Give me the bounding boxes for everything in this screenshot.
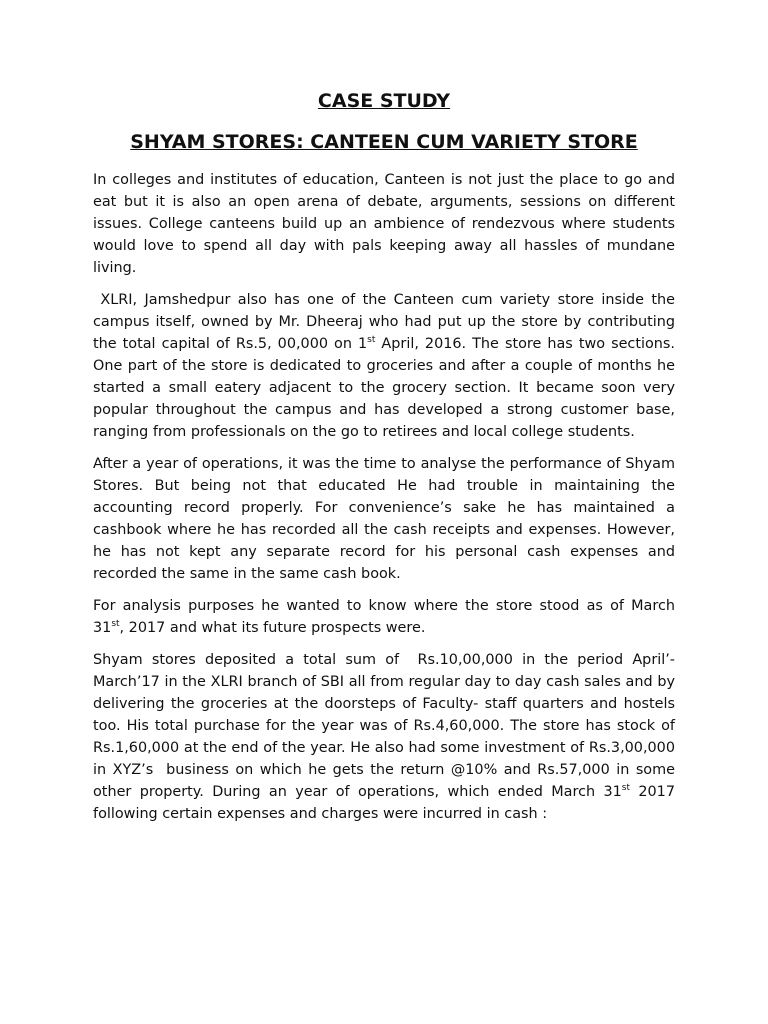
paragraph-text: April, 2016. The store has two sections. One part of the store is dedicated to groceries and after a couple of months he started a small eatery adjacent to the grocery section. It became soon very popular throughout the campus and has developed a strong customer base, ranging from professionals on the go to retirees and local college students.: [93, 336, 680, 440]
paragraph-text: Shyam stores deposited a total sum of Rs.10,00,000 in the period April’-March’17 in the XLRI branch of SBI all from regular day to day cash sales and by delivering the groceries at the doorsteps of Faculty- staff quarters and hostels too. His total purchase for the year was of Rs.4,60,000. The store has stock of Rs.1,60,000 at the end of the year. He also had some investment of Rs.3,00,000 in XYZ’s business on which he gets the return @10% and Rs.57,000 in some other property. During an year of operations, which ended March 31: [93, 652, 680, 800]
ordinal-suffix: st: [367, 335, 376, 346]
page-subtitle: SHYAM STORES: CANTEEN CUM VARIETY STORE: [130, 131, 638, 153]
paragraph-xlri-store: [93, 289, 680, 443]
paragraph-analysis: [93, 595, 680, 639]
paragraph-intro: In colleges and institutes of education, Canteen is not just the place to go and eat but it is also an open arena of debate, arguments, sessions on different issues. College canteens build up an ambience of rendezvous where students would love to spend all day with pals keeping away all hassles of mundane living.: [93, 172, 680, 276]
paragraph-text: , 2017 and what its future prospects were.: [119, 620, 426, 636]
paragraph-text: For analysis purposes he wanted to know where the store stood as of March 31: [93, 598, 680, 636]
page-title: CASE STUDY: [317, 90, 451, 112]
paragraph-text: XLRI, Jamshedpur also has one of the Canteen cum variety store inside the campus itself, owned by Mr. Dheeraj who had put up the store by contributing the total capital of Rs.5, 00,000 on 1: [93, 292, 680, 352]
ordinal-suffix: st: [621, 783, 630, 794]
paragraph-text: 2017 following certain expenses and charges were incurred in cash :: [93, 784, 680, 822]
ordinal-suffix: st: [111, 619, 120, 630]
paragraph-operations: After a year of operations, it was the time to analyse the performance of Shyam Stores. But being not that educated He had trouble in maintaining the accounting record properly. For convenience’s sake he has maintained a cashbook where he has recorded all the cash receipts and expenses. However, he has not kept any separate record for his personal cash expenses and recorded the same in the same cash book.: [93, 456, 680, 582]
document-body: [93, 169, 680, 835]
paragraph-deposits: [93, 649, 680, 825]
